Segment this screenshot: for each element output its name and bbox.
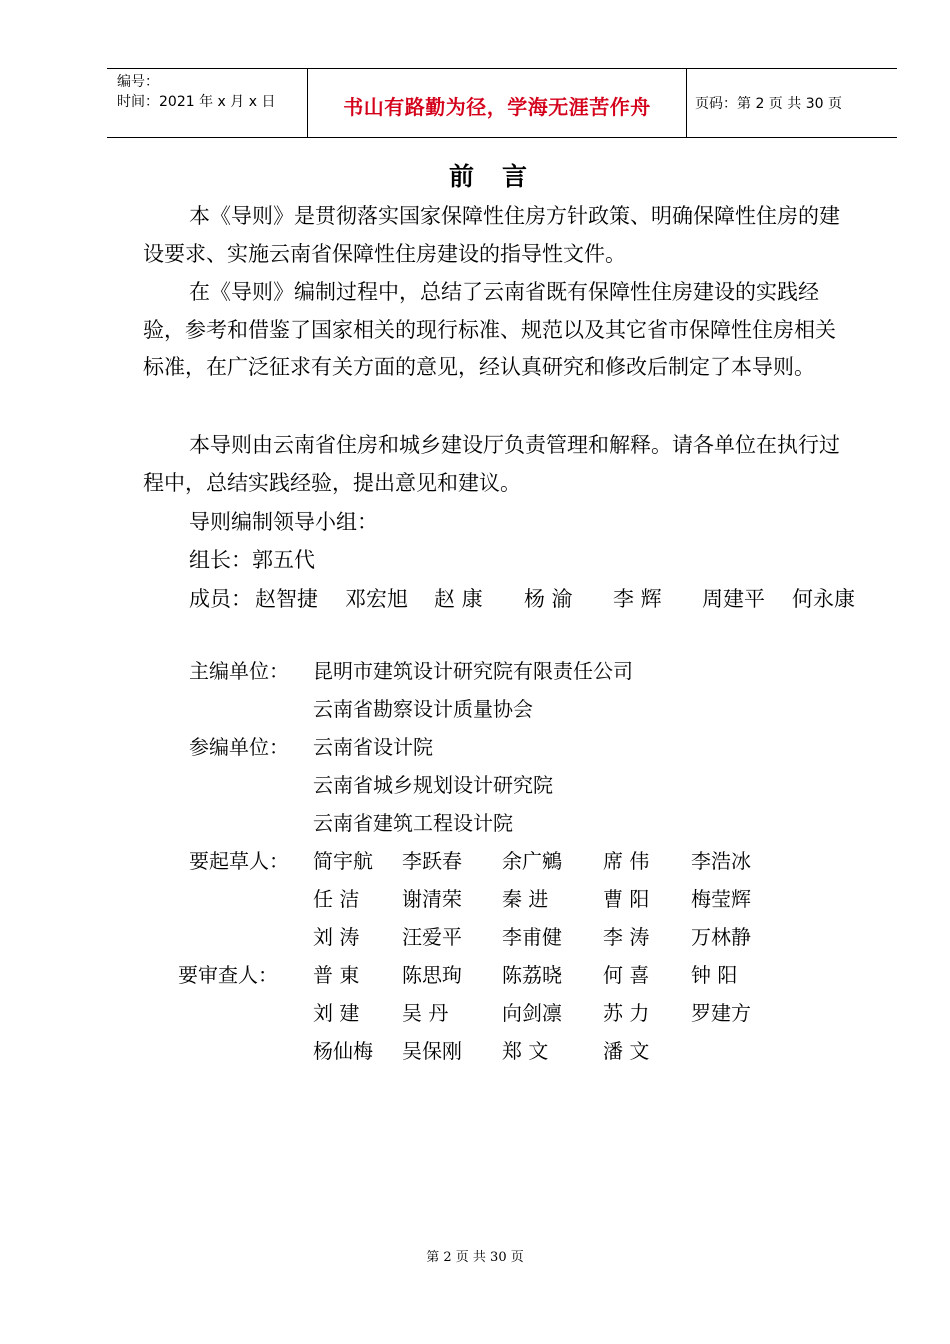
drafter-name: 李甫健 [502, 925, 562, 949]
drafter-name: 任 洁 [313, 887, 360, 911]
paragraph-1 [143, 198, 855, 273]
reviewer-name: 潘 文 [603, 1039, 650, 1063]
group-member: 赵 康 [434, 587, 483, 611]
reviewer-name: 吴保刚 [402, 1039, 462, 1063]
page-footer: 第 2 页 共 30 页 [426, 1250, 524, 1265]
reviewer-name: 罗建方 [691, 1001, 751, 1025]
paragraph-2-text: 在《导则》编制过程中，总结了云南省既有保障性住房建设的实践经验，参考和借鉴了国家相关的现行标准、规范以及其它省市保障性住房相关标准，在广泛征求有关方面的意见，经认真研究和修改后制定了本导则。 [143, 280, 836, 379]
group-heading: 导则编制领导小组： [189, 510, 378, 534]
drafter-name: 席 伟 [603, 849, 650, 873]
drafter-name: 谢清荣 [402, 887, 462, 911]
header-page-cell [687, 69, 897, 137]
drafter-name: 李浩冰 [691, 849, 751, 873]
participating-unit: 云南省城乡规划设计研究院 [313, 773, 553, 797]
page-info: 页码：第 2 页 共 30 页 [695, 96, 842, 112]
group-member: 杨 渝 [524, 587, 573, 611]
header-motto-cell [308, 69, 687, 137]
drafter-name: 曹 阳 [603, 887, 650, 911]
group-member: 周建平 [702, 587, 765, 611]
reviewer-name: 普 東 [313, 963, 360, 987]
participating-units-label: 参编单位： [189, 735, 289, 759]
reviewer-name: 苏 力 [603, 1001, 650, 1025]
drafters-label: 要起草人： [189, 849, 289, 873]
page-title: 前言 [448, 162, 555, 191]
group-members-label: 成员： [189, 587, 252, 611]
serial-label: 编号： [117, 74, 159, 90]
paragraph-3-text: 本导则由云南省住房和城乡建设厅负责管理和解释。请各单位在执行过程中，总结实践经验，提出意见和建议。 [143, 433, 840, 495]
group-member: 李 辉 [613, 587, 662, 611]
drafter-name: 梅莹辉 [691, 887, 751, 911]
chief-unit: 昆明市建筑设计研究院有限责任公司 [313, 659, 633, 683]
reviewer-name: 向剑凛 [502, 1001, 562, 1025]
reviewer-name: 何 喜 [603, 963, 650, 987]
participating-unit: 云南省设计院 [313, 735, 433, 759]
paragraph-1-text: 本《导则》是贯彻落实国家保障性住房方针政策、明确保障性住房的建设要求、实施云南省保障性住房建设的指导性文件。 [143, 204, 840, 266]
drafter-name: 刘 涛 [313, 925, 360, 949]
reviewer-name: 钟 阳 [691, 963, 738, 987]
header-meta-cell [107, 69, 308, 137]
group-member: 邓宏旭 [345, 587, 408, 611]
drafter-name: 李 涛 [603, 925, 650, 949]
reviewer-name: 陈荔晓 [502, 963, 562, 987]
drafter-name: 简宇航 [313, 849, 373, 873]
time-label: 时间：2021 年 x 月 x 日 [117, 94, 276, 110]
group-member: 赵智捷 [255, 587, 318, 611]
chief-unit: 云南省勘察设计质量协会 [313, 697, 533, 721]
reviewer-name: 杨仙梅 [313, 1039, 373, 1063]
group-member: 何永康 [792, 587, 855, 611]
drafter-name: 余广鵷 [502, 849, 562, 873]
page-header [107, 68, 897, 138]
motto: 书山有路勤为径，学海无涯苦作舟 [343, 95, 651, 119]
drafter-name: 李跃春 [402, 849, 462, 873]
reviewer-name: 郑 文 [502, 1039, 549, 1063]
paragraph-3 [143, 427, 855, 502]
reviewer-name: 刘 建 [313, 1001, 360, 1025]
drafter-name: 万林静 [691, 925, 751, 949]
paragraph-2 [143, 274, 855, 387]
drafter-name: 汪爱平 [402, 925, 462, 949]
chief-units-label: 主编单位： [189, 659, 289, 683]
participating-unit: 云南省建筑工程设计院 [313, 811, 513, 835]
reviewer-name: 陈思珣 [402, 963, 462, 987]
drafter-name: 秦 进 [502, 887, 549, 911]
reviewer-name: 吴 丹 [402, 1001, 449, 1025]
reviewers-label: 要审查人： [178, 963, 278, 987]
group-leader: 组长：郭五代 [189, 548, 315, 572]
